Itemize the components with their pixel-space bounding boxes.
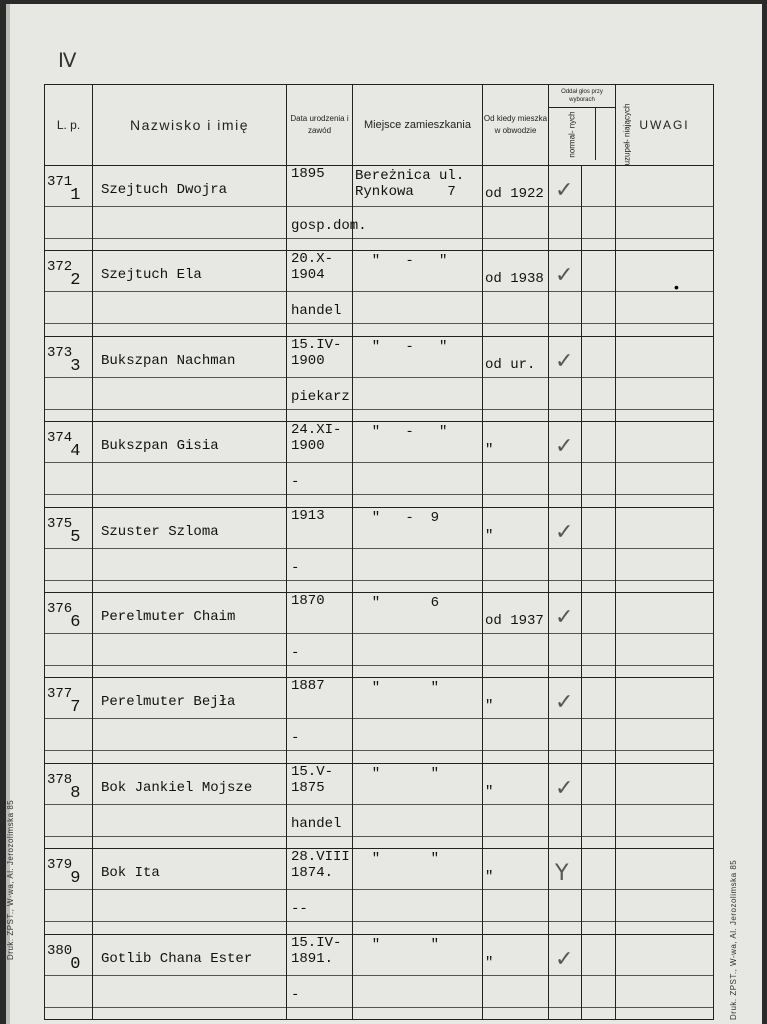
birth-date: 15.V- 1875 <box>291 763 334 796</box>
table-row <box>45 507 714 592</box>
cell-place <box>353 507 483 592</box>
residence: " " <box>355 936 440 953</box>
cell-since <box>483 422 549 507</box>
serial-number: 377 <box>47 686 73 703</box>
occupation: gosp.dom. <box>291 218 367 234</box>
cell-birth <box>287 592 353 677</box>
resident-since: " <box>485 783 494 800</box>
cell-vote-normal <box>549 166 582 251</box>
serial-number: 373 <box>47 344 73 361</box>
cell-lp <box>45 678 93 763</box>
resident-since: " <box>485 527 494 544</box>
header-lp: L. p. <box>45 85 93 166</box>
residence: " " <box>355 851 440 868</box>
cell-vote-normal <box>549 934 582 1019</box>
cell-birth <box>287 849 353 934</box>
row-number: 9 <box>70 869 81 889</box>
resident-since: od ur. <box>485 356 536 373</box>
row-number: 4 <box>70 442 81 462</box>
residence: " - " <box>355 338 448 355</box>
voter-register-table <box>44 84 714 1020</box>
cell-remarks <box>616 678 714 763</box>
cell-since <box>483 592 549 677</box>
resident-since: od 1938 <box>485 271 544 288</box>
residence: Bereżnica ul. Rynkowa 7 <box>355 168 465 200</box>
cell-place <box>353 336 483 421</box>
cell-vote-supplementary <box>582 251 616 336</box>
cell-lp <box>45 336 93 421</box>
serial-number: 376 <box>47 600 73 617</box>
row-number: 2 <box>70 271 81 291</box>
cell-lp <box>45 422 93 507</box>
birth-date: 1913 <box>291 507 325 524</box>
cell-name <box>93 592 287 677</box>
table-row <box>45 934 714 1019</box>
birth-date: 1887 <box>291 678 325 695</box>
cell-birth <box>287 166 367 251</box>
cell-remarks <box>616 507 714 592</box>
person-name: Bukszpan Gisia <box>101 438 219 455</box>
cell-remarks <box>616 592 714 677</box>
cell-since <box>483 934 549 1019</box>
serial-number: 378 <box>47 771 73 788</box>
occupation: - <box>291 559 300 576</box>
cell-place <box>353 678 483 763</box>
table-row <box>45 592 714 677</box>
cell-since <box>483 507 549 592</box>
person-name: Gotlib Chana Ester <box>101 950 253 967</box>
cell-since <box>483 763 549 848</box>
row-number: 8 <box>70 783 81 803</box>
vote-check-mark: ✓ <box>555 775 574 801</box>
birth-date: 1870 <box>291 592 325 609</box>
cell-lp <box>45 592 93 677</box>
cell-vote-supplementary <box>582 763 616 848</box>
person-name: Szejtuch Dwojra <box>101 182 228 198</box>
occupation: - <box>291 644 300 661</box>
cell-lp <box>45 507 93 592</box>
cell-name <box>93 678 287 763</box>
resident-since: " <box>485 869 494 886</box>
cell-vote-normal <box>549 336 582 421</box>
cell-birth <box>287 934 353 1019</box>
cell-place <box>353 849 483 934</box>
cell-lp <box>45 166 93 251</box>
resident-since: od 1937 <box>485 612 544 629</box>
resident-since: " <box>485 698 494 715</box>
header-since: Od kiedy mieszka w obwodzie <box>483 85 549 166</box>
cell-birth <box>287 422 353 507</box>
serial-number: 375 <box>47 515 73 532</box>
residence: " - 9 <box>355 509 440 526</box>
cell-birth <box>287 336 353 421</box>
row-number: 3 <box>70 356 81 376</box>
cell-since <box>483 849 549 934</box>
residence: " 6 <box>355 594 440 611</box>
occupation: - <box>291 986 300 1003</box>
birth-date: 1895 <box>291 166 325 182</box>
birth-date: 15.IV- 1891. <box>291 934 342 967</box>
cell-vote-normal <box>549 251 582 336</box>
cell-vote-normal <box>549 592 582 677</box>
table-row <box>45 678 714 763</box>
birth-date: 24.XI- 1900 <box>291 422 342 455</box>
cell-vote-normal <box>549 849 582 934</box>
cell-name <box>93 507 287 592</box>
printer-note-right: Druk. ZPST., W-wa, Al. Jerozolimska 85 <box>729 859 738 1020</box>
vote-check-mark: ✓ <box>555 690 574 716</box>
serial-number: 374 <box>47 430 73 447</box>
row-number: 0 <box>70 954 81 974</box>
header-vote-normal: normal- nych <box>567 110 577 158</box>
header-birth: Data urodzenia i zawód <box>287 85 353 166</box>
cell-place <box>353 934 483 1019</box>
residence: " - " <box>355 253 448 270</box>
header-vote-supplementary: uzupeł- niających <box>622 103 632 165</box>
cell-vote-normal <box>549 422 582 507</box>
header-vote <box>549 85 632 166</box>
table-row <box>45 849 714 934</box>
person-name: Bok Ita <box>101 865 160 882</box>
cell-vote-supplementary <box>582 507 616 592</box>
serial-number: 380 <box>47 942 73 959</box>
serial-number: 371 <box>47 174 73 190</box>
cell-place <box>353 763 483 848</box>
occupation: - <box>291 474 300 491</box>
cell-vote-supplementary <box>582 934 616 1019</box>
cell-since <box>483 166 549 251</box>
cell-birth <box>287 507 353 592</box>
cell-remarks <box>616 251 714 336</box>
birth-date: 15.IV- 1900 <box>291 336 342 369</box>
cell-vote-normal <box>549 763 582 848</box>
cell-vote-supplementary <box>582 166 616 251</box>
resident-since: " <box>485 442 494 459</box>
occupation: piekarz <box>291 388 350 405</box>
cell-since <box>483 336 549 421</box>
vote-check-mark: ✓ <box>555 519 574 545</box>
cell-name <box>93 422 287 507</box>
residence: " - " <box>355 424 448 441</box>
vote-check-mark: Y <box>555 861 569 887</box>
cell-place <box>353 422 483 507</box>
row-number: 7 <box>70 698 81 718</box>
residence: " " <box>355 680 440 697</box>
cell-name <box>93 166 287 251</box>
printer-note-left: Druk. ZPST., W-wa, Al. Jerozolimska 85 <box>6 799 15 960</box>
person-name: Bukszpan Nachman <box>101 352 236 369</box>
serial-number: 372 <box>47 259 73 276</box>
cell-lp <box>45 849 93 934</box>
cell-remarks <box>616 166 714 251</box>
corner-mark: Ⅳ <box>58 50 77 72</box>
birth-date: 20.X- 1904 <box>291 251 334 284</box>
cell-vote-supplementary <box>582 592 616 677</box>
occupation: -- <box>291 901 308 918</box>
cell-birth <box>287 251 353 336</box>
cell-name <box>93 763 287 848</box>
vote-check-mark: ✓ <box>555 348 574 374</box>
table-header <box>45 85 714 166</box>
cell-remarks <box>616 763 714 848</box>
remark-mark: • <box>674 279 679 296</box>
cell-vote-supplementary <box>582 678 616 763</box>
cell-place <box>353 592 483 677</box>
cell-place <box>353 166 483 251</box>
cell-vote-normal <box>549 678 582 763</box>
person-name: Bok Jankiel Mojsze <box>101 779 253 796</box>
header-name: Nazwisko i imię <box>93 85 287 166</box>
person-name: Perelmuter Bejła <box>101 694 236 711</box>
resident-since: " <box>485 954 494 971</box>
cell-vote-supplementary <box>582 849 616 934</box>
row-number: 1 <box>70 186 81 205</box>
header-vote-title: Oddał głos przy wyborach <box>549 85 615 108</box>
row-number: 6 <box>70 612 81 632</box>
serial-number: 379 <box>47 857 73 874</box>
table-row <box>45 251 714 336</box>
cell-name <box>93 336 287 421</box>
cell-vote-normal <box>549 507 582 592</box>
occupation: handel <box>291 303 342 320</box>
vote-check-mark: ✓ <box>555 178 574 203</box>
cell-name <box>93 251 287 336</box>
birth-date: 28.VIII 1874. <box>291 849 350 882</box>
cell-vote-supplementary <box>582 336 616 421</box>
cell-place <box>353 251 483 336</box>
cell-name <box>93 934 287 1019</box>
cell-lp <box>45 934 93 1019</box>
cell-remarks <box>616 849 714 934</box>
residence: " " <box>355 765 440 782</box>
row-number: 5 <box>70 527 81 547</box>
table-row <box>45 763 714 848</box>
cell-remarks <box>616 934 714 1019</box>
table-row <box>45 336 714 421</box>
person-name: Szuster Szloma <box>101 523 219 540</box>
resident-since: od 1922 <box>485 186 544 202</box>
cell-remarks <box>616 422 714 507</box>
cell-remarks <box>616 336 714 421</box>
vote-check-mark: ✓ <box>555 434 574 460</box>
person-name: Szejtuch Ela <box>101 267 202 284</box>
cell-birth <box>287 678 353 763</box>
occupation: handel <box>291 815 342 832</box>
cell-birth <box>287 763 353 848</box>
cell-name <box>93 849 287 934</box>
cell-lp <box>45 763 93 848</box>
header-place: Miejsce zamieszkania <box>353 85 483 166</box>
vote-check-mark: ✓ <box>555 946 574 972</box>
table-row <box>45 166 714 251</box>
vote-check-mark: ✓ <box>555 604 574 630</box>
cell-since <box>483 678 549 763</box>
header-remarks: UWAGI <box>616 85 714 166</box>
cell-since <box>483 251 549 336</box>
table-row <box>45 422 714 507</box>
cell-vote-supplementary <box>582 422 616 507</box>
cell-lp <box>45 251 93 336</box>
vote-check-mark: ✓ <box>555 263 574 289</box>
person-name: Perelmuter Chaim <box>101 608 236 625</box>
occupation: - <box>291 730 300 747</box>
